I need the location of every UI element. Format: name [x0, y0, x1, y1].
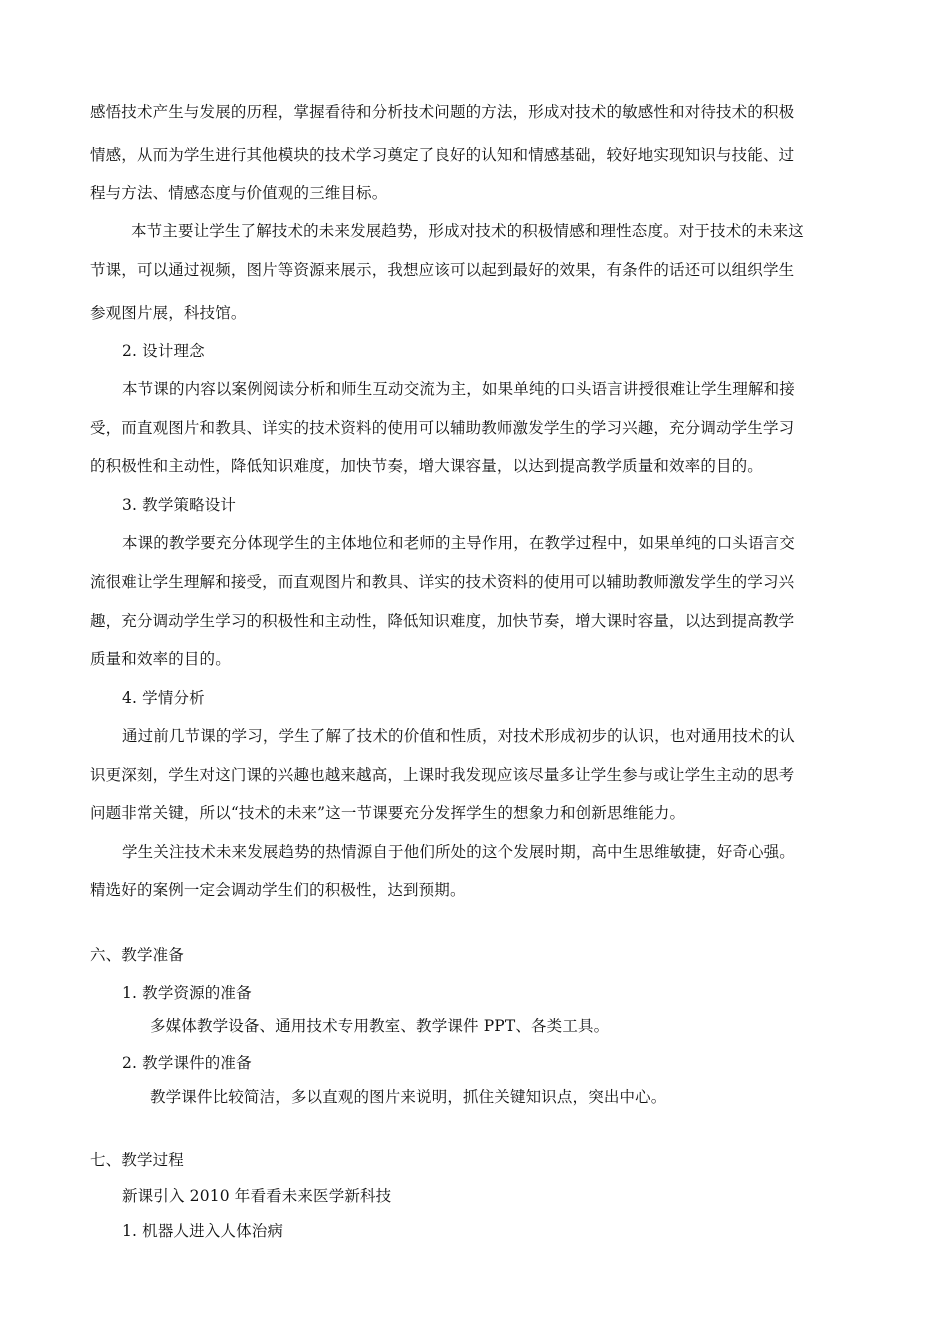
paragraph-line: 受，而直观图片和教具、详实的技术资料的使用可以辅助教师激发学生的学习兴趣，充分调动学生学习: [90, 419, 795, 437]
section-heading: 2. 设计理念: [122, 342, 205, 360]
subsection-heading: 2. 教学课件的准备: [122, 1054, 252, 1072]
paragraph-line: 新课引入 2010 年看看未来医学新科技: [122, 1187, 392, 1205]
chapter-heading: 六、教学准备: [90, 946, 184, 964]
paragraph-line: 多媒体教学设备、通用技术专用教室、教学课件 PPT、各类工具。: [150, 1017, 610, 1035]
paragraph-line: 通过前几节课的学习，学生了解了技术的价值和性质，对技术形成初步的认识，也对通用技术的认: [122, 727, 795, 745]
paragraph-line: 本课的教学要充分体现学生的主体地位和老师的主导作用，在教学过程中，如果单纯的口头语言交: [122, 534, 795, 552]
paragraph-line: 参观图片展，科技馆。: [90, 304, 247, 322]
section-heading: 4. 学情分析: [122, 689, 205, 707]
paragraph-line: 的积极性和主动性，降低知识难度，加快节奏，增大课容量，以达到提高教学质量和效率的目的。: [90, 457, 763, 475]
paragraph-line: 学生关注技术未来发展趋势的热情源自于他们所处的这个发展时期，高中生思维敏捷，好奇心强。: [122, 843, 795, 861]
paragraph-line: 精选好的案例一定会调动学生们的积极性，达到预期。: [90, 881, 466, 899]
chapter-heading: 七、教学过程: [90, 1151, 184, 1169]
paragraph-line: 流很难让学生理解和接受，而直观图片和教具、详实的技术资料的使用可以辅助教师激发学生的学习兴: [90, 573, 795, 591]
paragraph-line: 问题非常关键，所以“技术的未来”这一节课要充分发挥学生的想象力和创新思维能力。: [90, 804, 686, 822]
subsection-heading: 1. 教学资源的准备: [122, 984, 252, 1002]
paragraph-line: 感悟技术产生与发展的历程，掌握看待和分析技术问题的方法，形成对技术的敏感性和对待技术的积极: [90, 103, 795, 121]
paragraph-line: 教学课件比较简洁，多以直观的图片来说明，抓住关键知识点，突出中心。: [150, 1088, 667, 1106]
paragraph-line: 节课，可以通过视频，图片等资源来展示，我想应该可以起到最好的效果，有条件的话还可以组织学生: [90, 261, 795, 279]
paragraph-line: 识更深刻，学生对这门课的兴趣也越来越高，上课时我发现应该尽量多让学生参与或让学生主动的思考: [90, 766, 795, 784]
paragraph-line: 质量和效率的目的。: [90, 650, 231, 668]
paragraph-line: 情感，从而为学生进行其他模块的技术学习奠定了良好的认知和情感基础，较好地实现知识与技能、过: [90, 146, 795, 164]
paragraph-line: 程与方法、情感态度与价值观的三维目标。: [90, 184, 388, 202]
paragraph-line: 趣，充分调动学生学习的积极性和主动性，降低知识难度，加快节奏，增大课时容量，以达到提高教学: [90, 612, 795, 630]
paragraph-line: 本节主要让学生了解技术的未来发展趋势，形成对技术的积极情感和理性态度。对于技术的未来这: [131, 222, 804, 240]
section-heading: 3. 教学策略设计: [122, 496, 237, 514]
paragraph-line: 本节课的内容以案例阅读分析和师生互动交流为主，如果单纯的口头语言讲授很难让学生理解和接: [122, 380, 795, 398]
subsection-heading: 1. 机器人进入人体治病: [122, 1222, 284, 1240]
